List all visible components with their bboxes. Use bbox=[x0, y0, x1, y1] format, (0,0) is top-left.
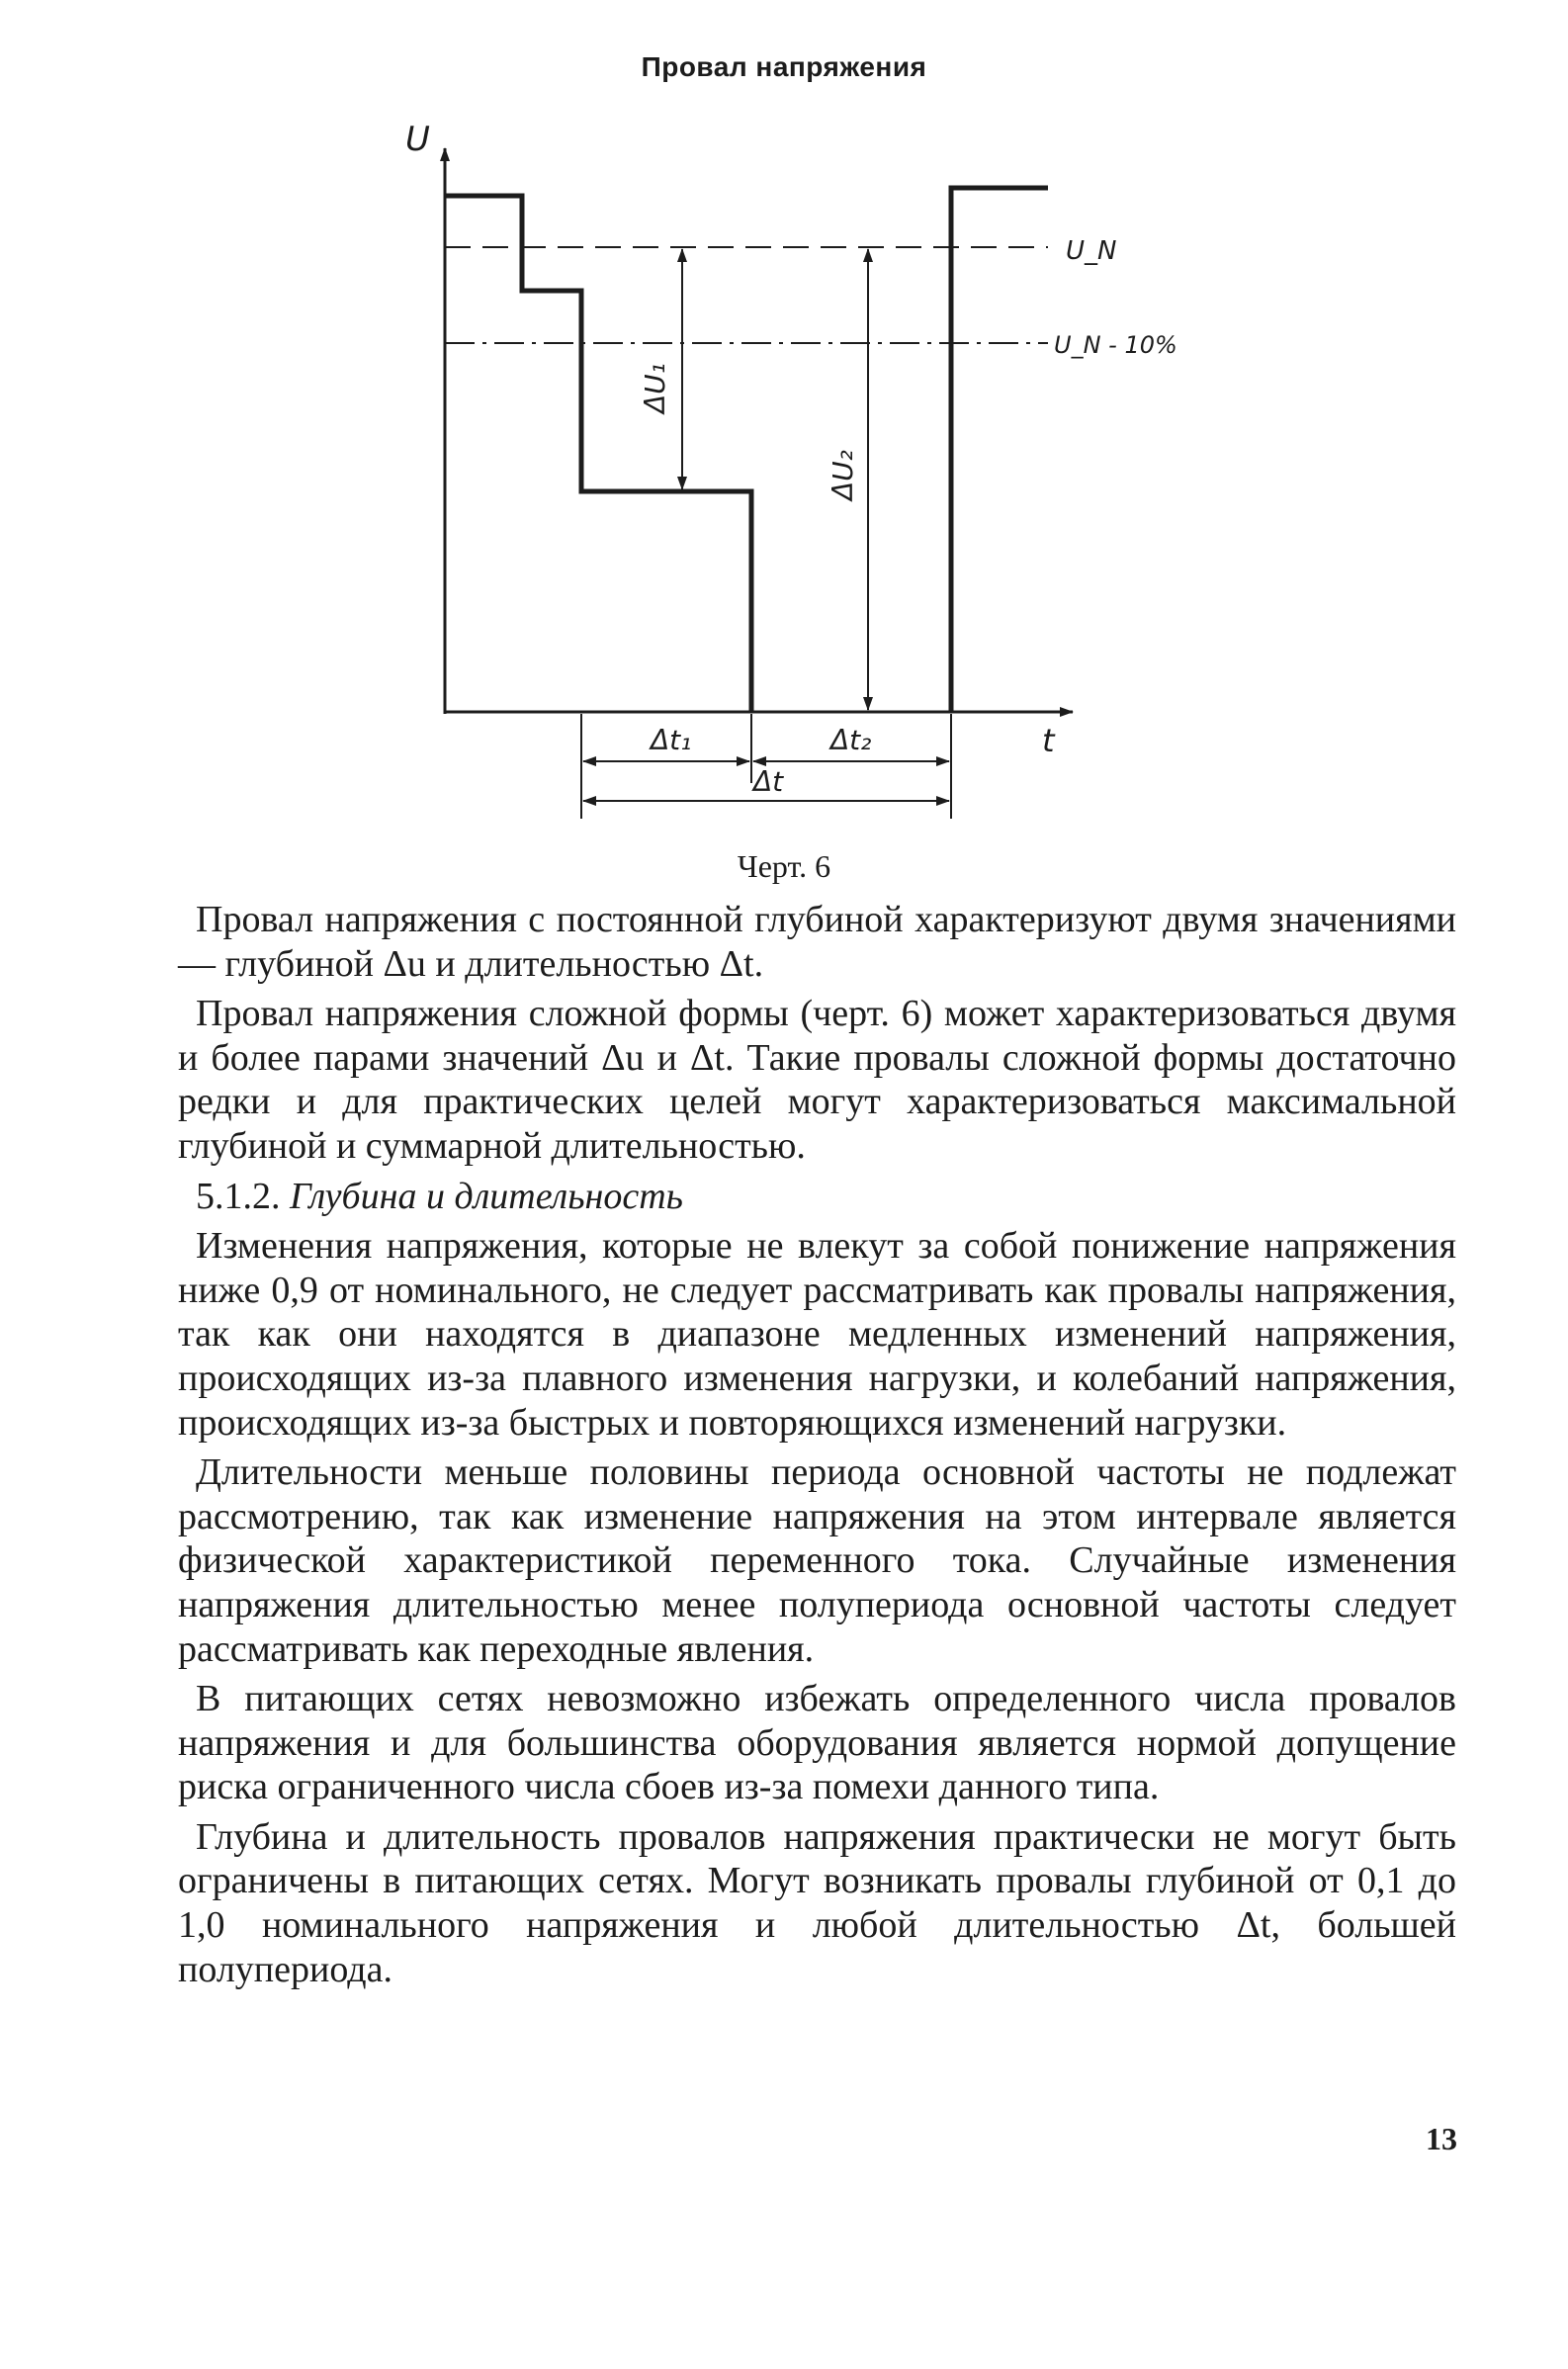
figure-caption: Черт. 6 bbox=[737, 848, 831, 884]
x-axis-label: t bbox=[1042, 722, 1055, 759]
dt2-label: Δt₂ bbox=[830, 724, 872, 756]
dt1-label: Δt₁ bbox=[651, 724, 692, 756]
section-number: 5.1.2. bbox=[196, 1175, 281, 1217]
body-text bbox=[178, 898, 1456, 1991]
voltage-dip-diagram bbox=[0, 0, 1568, 870]
section-title: Глубина и длительность bbox=[290, 1175, 683, 1217]
paragraph: В питающих сетях невозможно избежать определенного числа провалов напряжения и для большинства оборудования является нормой допущение риска ограниченного числа сбоев из-за помехи данного типа. bbox=[178, 1678, 1456, 1808]
page-number: 13 bbox=[1426, 2121, 1457, 2156]
y-axis-label: U bbox=[405, 120, 430, 159]
voltage-waveform bbox=[445, 196, 751, 712]
dt-label: Δt bbox=[753, 765, 784, 798]
section-heading bbox=[178, 1175, 1456, 1219]
figure-title: Провал напряжения bbox=[641, 51, 927, 82]
paragraph: Длительности меньше половины периода основной частоты не подлежат рассмотрению, так как изменение напряжения на этом интервале является физической характеристикой переменного тока. Случайные изменения напряжения длительностью менее полупериода основной частоты следует рассматривать как переходные явления. bbox=[178, 1451, 1456, 1670]
du2-label: ΔU₂ bbox=[827, 450, 859, 500]
paragraph: Провал напряжения сложной формы (черт. 6) может характеризоваться двумя и более парами значений Δu и Δt. Такие провалы сложной формы достаточно редки и для практических целей могут характеризоваться максимальной глубиной и суммарной длительностью. bbox=[178, 993, 1456, 1167]
paragraph: Провал напряжения с постоянной глубиной характеризуют двумя значениями — глубиной Δu и длительностью Δt. bbox=[178, 899, 1456, 985]
paragraph: Глубина и длительность провалов напряжения практически не могут быть ограничены в питающих сетях. Могут возникать провалы глубиной от 0,1 до 1,0 номинального напряжения и любой длительностью Δt, большей полупериода. bbox=[178, 1815, 1456, 1990]
un-minus-label: U_N - 10% bbox=[1054, 331, 1177, 359]
du1-label: ΔU₁ bbox=[639, 363, 671, 413]
paragraph: Изменения напряжения, которые не влекут за собой понижение напряжения ниже 0,9 от номинального, не следует рассматривать как провалы напряжения, так как они находятся в диапазоне медленных изменений напряжения, происходящих из-за плавного изменения нагрузки, и колебаний напряжения, происходящих из-за быстрых и повторяющихся изменений нагрузки. bbox=[178, 1225, 1456, 1444]
un-label: U_N bbox=[1066, 236, 1117, 266]
voltage-recovery bbox=[951, 188, 1048, 712]
